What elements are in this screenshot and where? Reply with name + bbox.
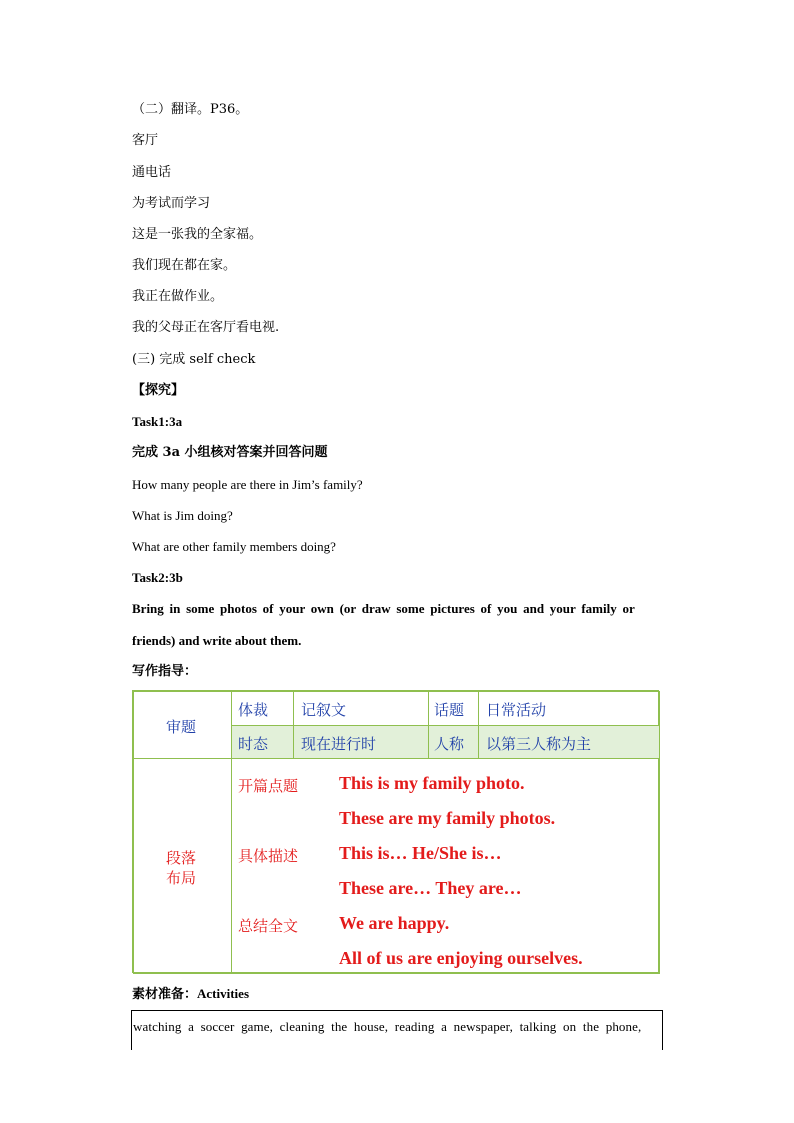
review-label: 审题 xyxy=(166,718,197,736)
genre-value: 记叙文 xyxy=(301,701,347,719)
explore-heading: 【探究】 xyxy=(132,383,185,398)
review-cell xyxy=(133,691,232,759)
question: How many people are there in Jim’s family? xyxy=(132,477,363,492)
structure-label-2: 布局 xyxy=(166,869,197,887)
task1-instruction: 完成 3a 小组核对答案并回答问题 xyxy=(132,445,328,460)
question: What is Jim doing? xyxy=(132,508,233,523)
task2-heading: Task2:3b xyxy=(132,570,183,585)
materials-heading xyxy=(132,986,249,1003)
topic-label: 话题 xyxy=(434,701,465,719)
opening-sentence-1: This is my family photo. xyxy=(339,773,525,793)
person-label: 人称 xyxy=(434,735,465,753)
translate-item: 为考试而学习 xyxy=(132,196,211,211)
tense-value-cell xyxy=(293,725,429,759)
structure-cell xyxy=(133,758,232,974)
opening-label: 开篇点题 xyxy=(238,777,299,795)
topic-value: 日常活动 xyxy=(486,701,547,719)
translate-item: 这是一张我的全家福。 xyxy=(132,227,263,242)
task1-heading: Task1:3a xyxy=(132,414,183,429)
self-check-heading: (三) 完成 self check xyxy=(132,352,256,367)
translate-item: 我的父母正在客厅看电视. xyxy=(132,320,280,335)
topic-label-cell xyxy=(428,691,479,726)
description-label: 具体描述 xyxy=(238,847,299,865)
opening-sentence-2: These are my family photos. xyxy=(339,808,556,828)
structure-content-cell xyxy=(231,758,660,974)
summary-label: 总结全文 xyxy=(238,917,299,935)
description-sentence-2: These are… They are… xyxy=(339,878,522,898)
genre-label: 体裁 xyxy=(238,701,269,719)
tense-value: 现在进行时 xyxy=(301,735,377,753)
summary-sentence-1: We are happy. xyxy=(339,913,450,933)
tense-label: 时态 xyxy=(238,735,269,753)
materials-title-en: Activities xyxy=(197,986,249,1001)
materials-title-cn: 素材准备： xyxy=(132,987,198,1002)
person-label-cell xyxy=(428,725,479,759)
topic-value-cell xyxy=(478,691,660,726)
summary-sentence-2: All of us are enjoying ourselves. xyxy=(339,948,583,968)
writing-guide-heading: 写作指导： xyxy=(132,664,198,679)
person-value: 以第三人称为主 xyxy=(486,735,592,753)
task2-instruction-cont: friends) and write about them. xyxy=(132,633,302,648)
genre-value-cell xyxy=(293,691,429,726)
structure-label-1: 段落 xyxy=(166,849,197,867)
translate-item: 我正在做作业。 xyxy=(132,289,224,304)
description-sentence-1: This is… He/She is… xyxy=(339,843,502,863)
person-value-cell xyxy=(478,725,660,759)
genre-label-cell xyxy=(231,691,294,726)
translate-item: 客厅 xyxy=(132,133,159,148)
question: What are other family members doing? xyxy=(132,539,336,554)
translate-item: 通电话 xyxy=(132,165,172,180)
tense-label-cell xyxy=(231,725,294,759)
writing-guide-table xyxy=(132,690,659,973)
translate-item: 我们现在都在家。 xyxy=(132,258,237,273)
activities-text: watching a soccer game, cleaning the house, reading a newspaper, talking on the phone, xyxy=(133,1019,642,1034)
task2-instruction: Bring in some photos of your own (or draw some pictures of you and your family or xyxy=(132,601,635,616)
translation-heading: （二）翻译。P36。 xyxy=(132,102,249,117)
